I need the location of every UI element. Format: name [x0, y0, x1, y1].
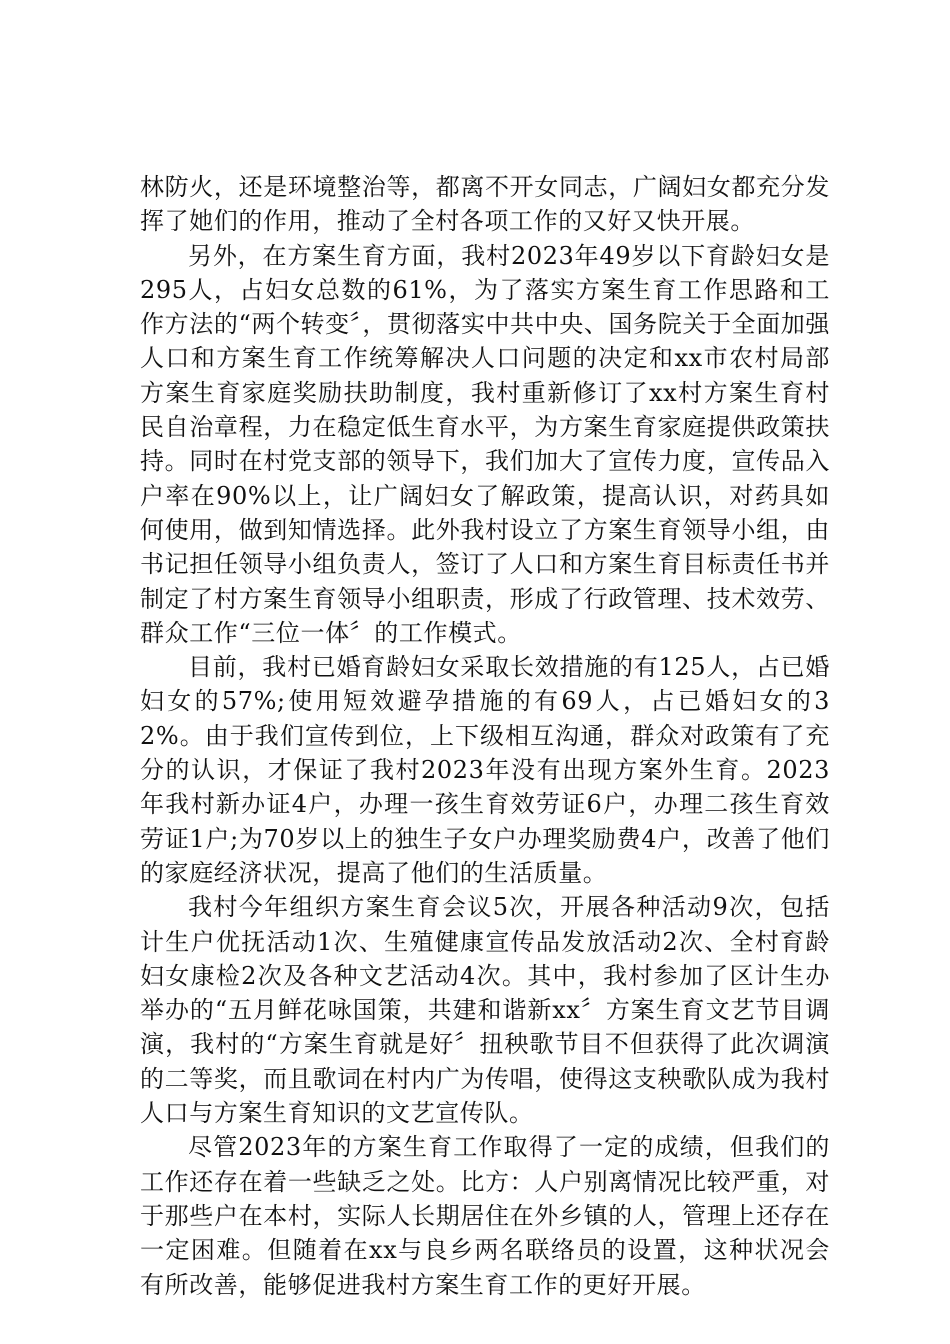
paragraph-continued: 林防火，还是环境整治等，都离不开女同志，广阔妇女都充分发挥了她们的作用，推动了全村各项工作的又好又快开展。: [140, 173, 830, 236]
paragraph-shortcomings: 尽管2023年的方案生育工作取得了一定的成绩，但我们的工作还存在着一些缺乏之处。比方：人户别离情况比较严重，对于那些户在本村，实际人长期居住在外乡镇的人，管理上还存在一定困难。但随着在xx与良乡两名联络员的设置，这种状况会有所改善，能够促进我村方案生育工作的更好开展。: [140, 1133, 830, 1299]
paragraph-family-planning-overview: 另外，在方案生育方面，我村2023年49岁以下育龄妇女是295人，占妇女总数的61%，为了落实方案生育工作思路和工作方法的“两个转变〞，贯彻落实中共中央、国务院关于全面加强人口和方案生育工作统筹解决人口问题的决定和xx市农村局部方案生育家庭奖励扶助制度，我村重新修订了xx村方案生育村民自治章程，力在稳定低生育水平，为方案生育家庭提供政策扶持。同时在村党支部的领导下，我们加大了宣传力度，宣传品入户率在90%以上，让广阔妇女了解政策，提高认识，对药具如何使用，做到知情选择。此外我村设立了方案生育领导小组，由书记担任领导小组负责人，签订了人口和方案生育目标责任书并制定了村方案生育领导小组职责，形成了行政管理、技术效劳、群众工作“三位一体〞的工作模式。: [140, 241, 830, 647]
document-body: [140, 170, 830, 1302]
paragraph-activities: 我村今年组织方案生育会议5次，开展各种活动9次，包括计生户优抚活动1次、生殖健康宣传品发放活动2次、全村育龄妇女康检2次及各种文艺活动4次。其中，我村参加了区计生办举办的“五月鲜花咏国策，共建和谐新xx〞方案生育文艺节目调演，我村的“方案生育就是好〞扭秧歌节目不但获得了此次调演的二等奖，而且歌词在村内广为传唱，使得这支秧歌队成为我村人口与方案生育知识的文艺宣传队。: [140, 893, 830, 1128]
paragraph-contraception-statistics: 目前，我村已婚育龄妇女采取长效措施的有125人，占已婚妇女的57%;使用短效避孕措施的有69人，占已婚妇女的32%。由于我们宣传到位，上下级相互沟通，群众对政策有了充分的认识，才保证了我村2023年没有出现方案外生育。2023年我村新办证4户，办理一孩生育效劳证6户，办理二孩生育效劳证1户;为70岁以上的独生子女户办理奖励费4户，改善了他们的家庭经济状况，提高了他们的生活质量。: [140, 653, 830, 887]
